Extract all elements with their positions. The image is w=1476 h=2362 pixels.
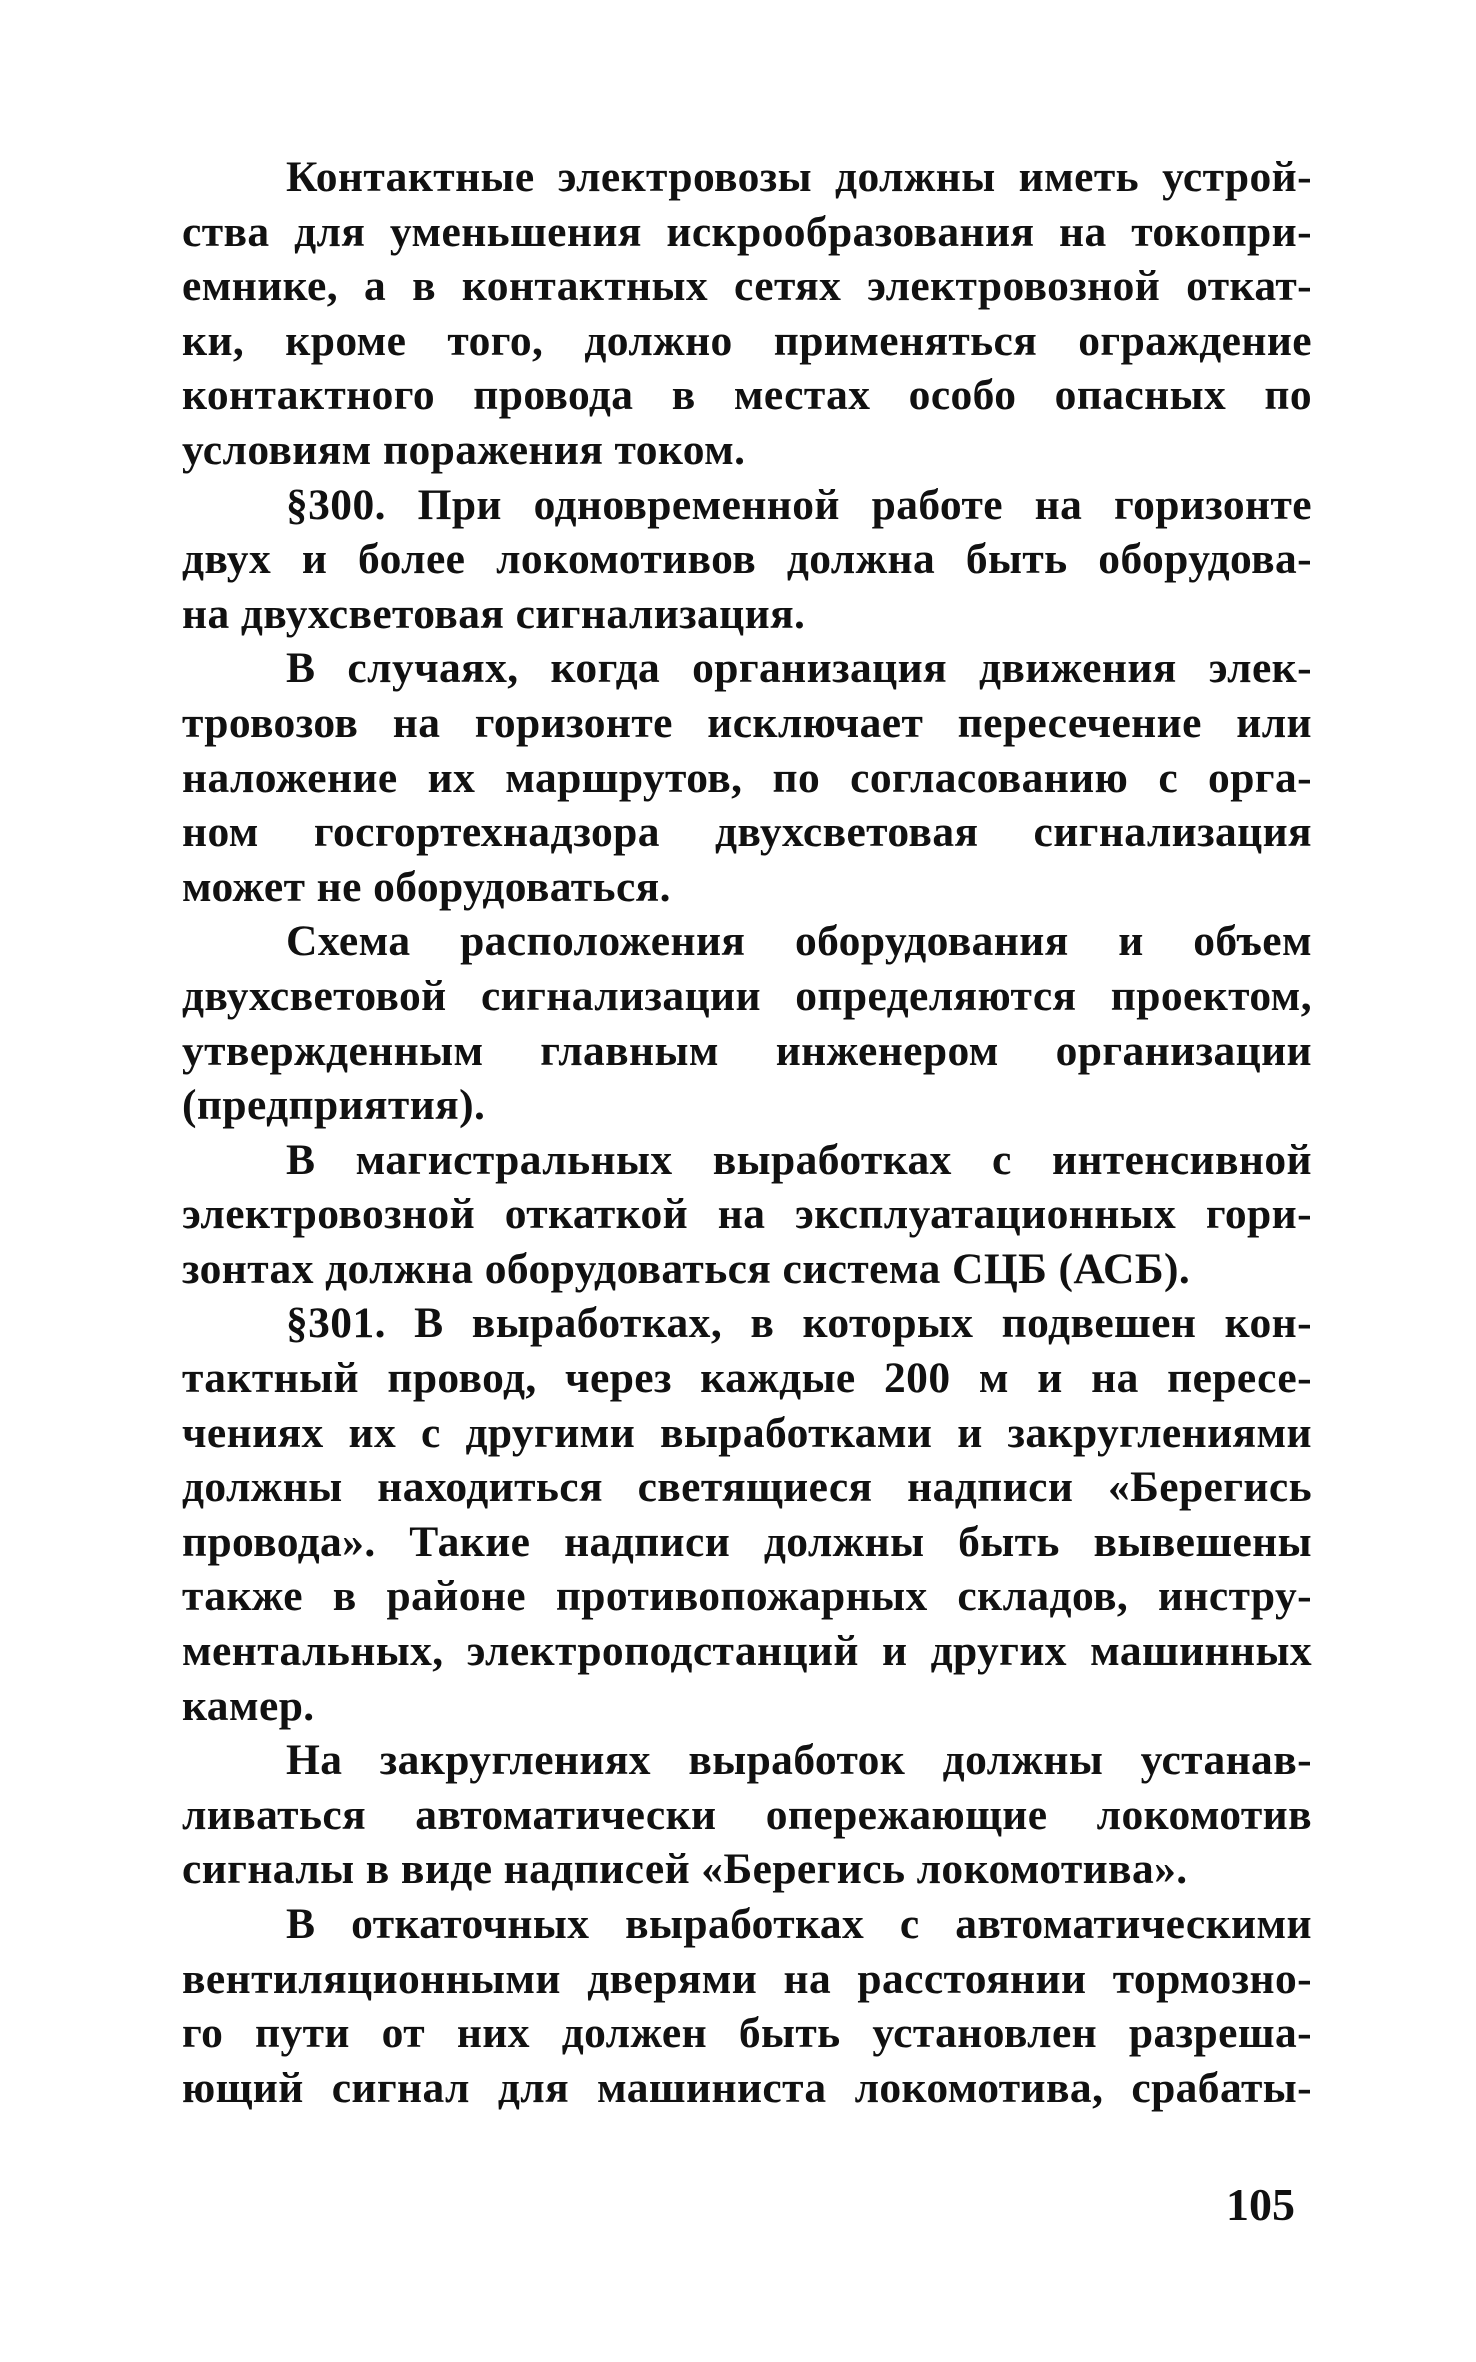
text-line: вентиляционными дверями на расстоянии тормозно- [182, 1954, 1312, 2003]
text-line: на двухсветовая сигнализация. [182, 589, 806, 638]
text-line: §301. В выработках, в которых подвешен кон- [286, 1299, 1312, 1348]
text-line: (предприятия). [182, 1081, 486, 1130]
paragraph [182, 1733, 1312, 1897]
text-line: тровозов на горизонте исключает пересечение или [182, 698, 1312, 747]
paragraph [182, 478, 1312, 642]
text-line: В магистральных выработках с интенсивной [286, 1135, 1312, 1184]
text-line: ливаться автоматически опережающие локомотив [182, 1790, 1312, 1839]
text-line: емнике, а в контактных сетях электровозной откат- [182, 262, 1312, 311]
text-line: провода». Такие надписи должны быть вывешены [182, 1517, 1312, 1566]
text-line: утвержденным главным инженером организации [182, 1026, 1312, 1075]
text-line: сигналы в виде надписей «Берегись локомотива». [182, 1845, 1188, 1894]
text-line: На закруглениях выработок должны устанав- [286, 1736, 1312, 1785]
text-line: может не оборудоваться. [182, 862, 671, 911]
text-line: Контактные электровозы должны иметь устрой- [286, 153, 1312, 201]
text-line: ющий сигнал для машиниста локомотива, срабаты- [182, 2063, 1312, 2112]
text-line: чениях их с другими выработками и закруглениями [182, 1408, 1312, 1457]
text-line: Схема расположения оборудования и объем [286, 917, 1312, 966]
text-line: В случаях, когда организация движения элек- [286, 644, 1312, 693]
text-line: должны находиться светящиеся надписи «Берегись [182, 1463, 1312, 1512]
text-line: электровозной откаткой на эксплуатационных гори- [182, 1190, 1312, 1239]
text-line: двух и более локомотивов должна быть оборудова- [182, 535, 1312, 584]
paragraph [182, 914, 1312, 1132]
text-line: В откаточных выработках с автоматическими [286, 1900, 1312, 1948]
page-number: 105 [1226, 2179, 1295, 2230]
page-body [182, 150, 1312, 2115]
text-line: тактный провод, через каждые 200 м и на пересе- [182, 1354, 1312, 1403]
text-line: наложение их маршрутов, по согласованию с орга- [182, 753, 1312, 802]
paragraph [182, 150, 1312, 478]
text-line: ки, кроме того, должно применяться ограждение [182, 316, 1312, 365]
paragraph [182, 1296, 1312, 1733]
paragraph [182, 1133, 1312, 1297]
text-line: ном госгортехнадзора двухсветовая сигнализация [182, 808, 1312, 857]
text-line: также в районе противопожарных складов, инстру- [182, 1572, 1312, 1621]
text-line: контактного провода в местах особо опасных по [182, 371, 1312, 420]
text-line: §300. При одновременной работе на горизонте [286, 480, 1312, 529]
text-line: камер. [182, 1681, 315, 1730]
text-line: двухсветовой сигнализации определяются проектом, [182, 971, 1312, 1020]
text-line: го пути от них должен быть установлен разреша- [182, 2009, 1312, 2058]
paragraph [182, 641, 1312, 914]
text-line: ства для уменьшения искрообразования на токопри- [182, 207, 1312, 256]
text-line: условиям поражения током. [182, 425, 746, 474]
text-line: ментальных, электроподстанций и других машинных [182, 1627, 1312, 1676]
paragraph [182, 1897, 1312, 2115]
text-line: зонтах должна оборудоваться система СЦБ (АСБ). [182, 1244, 1191, 1293]
